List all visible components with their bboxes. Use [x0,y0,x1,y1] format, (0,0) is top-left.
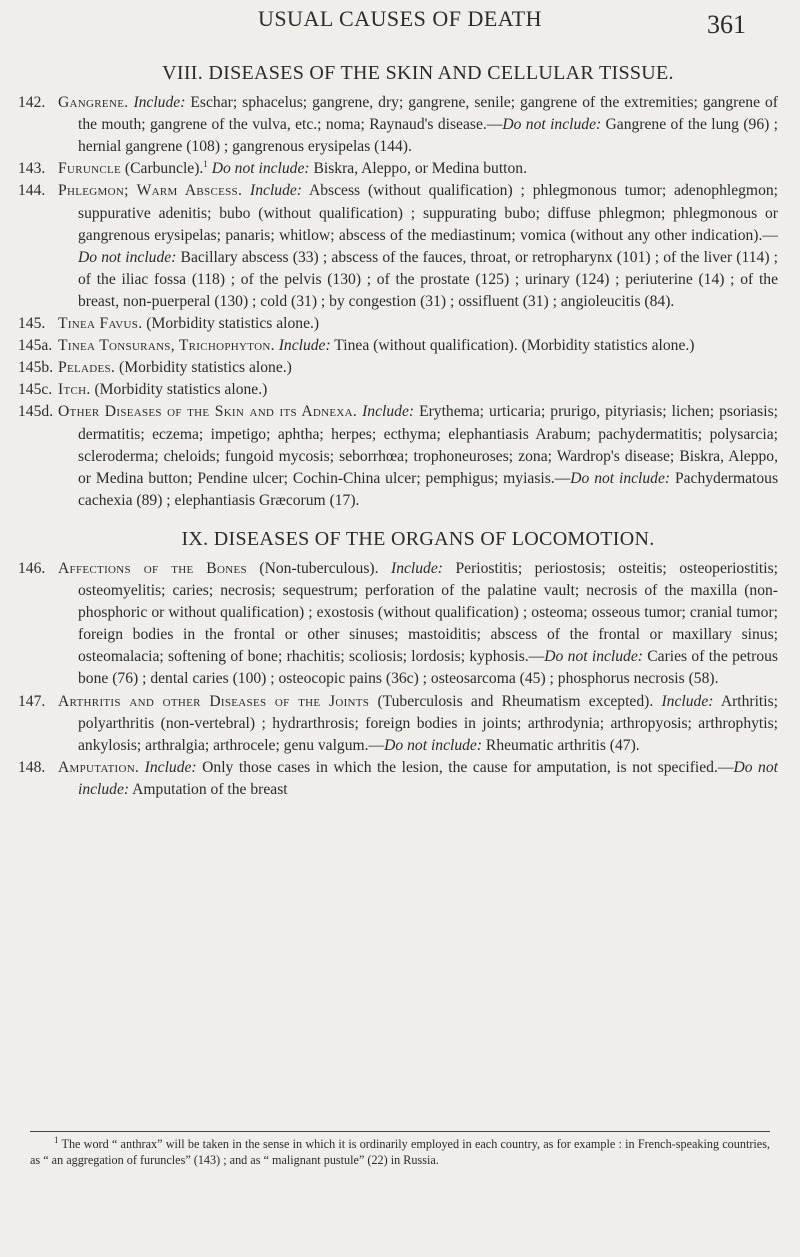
entry-heading: Gangrene. [58,94,129,112]
include-label: Include: [250,182,302,200]
entry-number: 144. [18,182,46,200]
footnote [30,1136,770,1168]
entry-number: 145b. [18,359,54,377]
include-text: Erythema; urticaria; prurigo, pityriasis; lichen; psoriasis; dermatitis; eczema; impetigo; aphtha; herpes; ecthyma; elephantiasis Arabum; pachydermatitis; polysarcia; scleroderma; cheloids; fungoid mycosis; seborrhœa; trophoneuroses; zona; Wardrop's disease; Biskra, Aleppo, or Medina button; Pendine ulcer; Cochin-China ulcer; pemphigus; myiasis.— [78,403,778,487]
entry-143 [18,158,778,180]
exclude-text: Biskra, Aleppo, or Medina button. [309,160,527,178]
section-title-locomotion: IX. DISEASES OF THE ORGANS OF LOCOMOTION. [181,527,655,550]
entry-number: 146. [18,559,46,577]
entry-146 [18,558,778,691]
include-label: Include: [133,94,186,112]
include-text: Arthritis; polyarthritis (non-vertebral) ; hydrarthrosis; foreign bodies in joints; arthrodynia; arthropyosis; arthrophytis; ankylosis; arthralgia; arthrocele; genu valgum.— [78,692,778,754]
exclude-label: Do not include: [544,648,643,666]
entry-148 [18,757,778,801]
entry-number: 143. [18,160,46,178]
exclude-label: Do not include: [570,469,671,487]
entry-pre-text: (Non-tuberculous). [246,559,392,577]
exclude-label: Do not include: [384,736,483,754]
exclude-text: Caries of the petrous bone (76) ; dental caries (100) ; osteocopic pains (36c) ; osteosarcoma (45) ; phosphorus necrosis (58). [78,648,778,688]
entry-number: 142. [18,94,46,112]
entry-heading: Amputation. [58,758,140,776]
include-text: Abscess (without qualification) ; phlegmonous tumor; adenophlegmon; suppurative adenitis; bubo (without qualification) ; suppurating bubo; diffuse phlegmon; phlegmonous or gangrenous erysipelas; panaris; whitlow; abscess of the mediastinum; vomica (without any other indication).— [78,182,778,244]
include-label: Include: [278,337,331,355]
page-body [18,62,778,801]
entry-142 [18,92,778,158]
exclude-text: Rheumatic arthritis (47). [482,736,640,754]
exclude-label: Do not include: [78,248,177,266]
entry-147 [18,691,778,757]
include-text: Tinea (without qualification). (Morbidity statistics alone.) [330,337,695,355]
entry-number: 145a. [18,337,53,355]
footnote-text: The word “ anthrax” will be taken in the sense in which it is ordinarily employed in each country, as for example : in French-speaking countries, as “ an aggregation of furuncles” (143) ; and as “ malignant pustule” (22) in Russia. [30,1137,770,1167]
entry-heading: Affections of the Bones [58,559,247,577]
entry-number: 145d. [18,403,54,421]
entry-heading: Furuncle [58,160,122,178]
include-text: Only those cases in which the lesion, the cause for amputation, is not specified.— [196,758,734,776]
entry-145d [18,401,778,511]
entry-heading: Phlegmon; Warm Abscess. [58,182,243,200]
page-number: 361 [707,10,746,39]
include-label: Include: [362,403,415,421]
entry-number: 147. [18,692,46,710]
entry-heading: Tinea Tonsurans, Trichophyton. [58,337,275,355]
entry-145b [18,357,778,379]
exclude-text: Pachydermatous cachexia (89) ; elephantiasis Græcorum (17). [78,469,779,509]
exclude-text: Bacillary abscess (33) ; abscess of the fauces, throat, or retropharynx (101) ; of the liver (114) ; of the iliac fossa (118) ; of the pelvis (130) ; of the prostate (125) ; urinary (124) ; periuterine (14) ; of the breast, non-puerperal (130) ; cold (31) ; by congestion (31) ; ossifluent (31) ; angioleucitis (84). [78,248,778,310]
entry-pre-text: (Morbidity statistics alone.) [115,359,292,377]
entry-pre-text: (Morbidity statistics alone.) [142,315,320,333]
include-label: Include: [144,758,197,776]
entry-pre-text: (Morbidity statistics alone.) [90,381,268,399]
include-text: Eschar; sphacelus; gangrene, dry; gangrene, senile; gangrene of the extremities; gangrene of the mouth; gangrene of the vulva, etc.; noma; Raynaud's disease.— [78,94,778,134]
entry-heading: Itch. [58,381,91,399]
entry-number: 145. [18,315,46,333]
section-title-skin: VIII. DISEASES OF THE SKIN AND CELLULAR TISSUE. [162,62,674,84]
entry-heading: Arthritis and other Diseases of the Joints [58,692,370,710]
entry-heading: Pelades. [58,359,116,377]
entry-145 [18,313,778,335]
footnote-number: 1 [54,1134,59,1145]
running-head: USUAL CAUSES OF DEATH [257,6,543,31]
exclude-label: Do not include: [211,160,310,178]
entry-pre-text: (Carbuncle). [121,160,204,178]
entry-145c [18,379,778,401]
exclude-label: Do not include: [78,758,778,798]
include-label: Include: [661,692,714,710]
exclude-text: Gangrene of the lung (96) ; hernial gangrene (108) ; gangrenous erysipelas (144). [78,116,779,156]
entry-145a [18,335,778,357]
entry-heading: Tinea Favus. [58,315,143,333]
entry-number: 145c. [18,381,53,399]
footnote-area [30,1131,770,1168]
entry-heading: Other Diseases of the Skin and its Adnexa. [58,403,358,421]
exclude-label: Do not include: [502,116,602,134]
include-text: Periostitis; periostosis; osteitis; osteoperiostitis; osteomyelitis; caries; necrosis; sequestrum; perforation of the palatine vault; necrosis of the maxilla (non-phosphoric or without qualification) ; exostosis (without qualification) ; osteoma; osseous tumor; cranial tumor; foreign bodies in the frontal or other sinuses; mastoiditis; abscess of the frontal or maxillary sinus; osteomalacia; softening of bone; rhachitis; scoliosis; lordosis; kyphosis.— [78,559,778,666]
exclude-text: Amputation of the breast [129,780,288,798]
include-label: Include: [391,559,443,577]
entry-number: 148. [18,758,46,776]
entry-144 [18,180,778,313]
entry-pre-text: (Tuberculosis and Rheumatism excepted). [369,692,662,710]
footnote-mark: 1 [203,159,208,170]
